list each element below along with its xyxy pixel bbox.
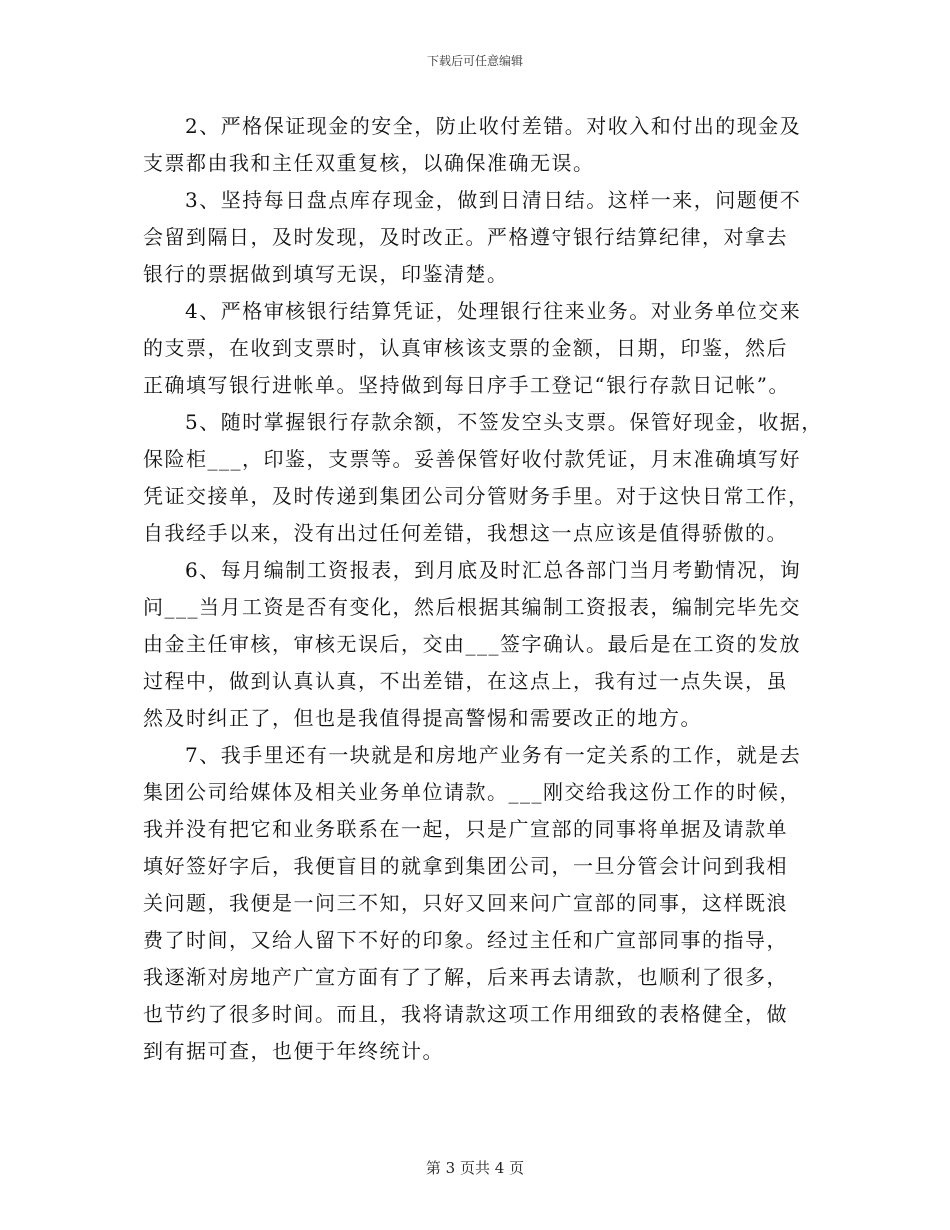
text-line: 问___当月工资是否有变化，然后根据其编制工资报表，编制完毕先交 bbox=[143, 595, 801, 619]
text-line: 关问题，我便是一问三不知，只好又回来问广宣部的同事，这样既浪 bbox=[143, 891, 788, 915]
text-line: 3、坚持每日盘点库存现金，做到日清日结。这样一来，问题便不 bbox=[185, 188, 802, 212]
text-line: 5、随时掌握银行存款余额，不签发空头支票。保管好现金，收据， bbox=[185, 410, 823, 434]
text-line: 支票都由我和主任双重复核，以确保准确无误。 bbox=[143, 151, 595, 175]
text-line: 4、严格审核银行结算凭证，处理银行往来业务。对业务单位交来 bbox=[185, 299, 802, 323]
text-line: 然及时纠正了，但也是我值得提高警惕和需要改正的地方。 bbox=[143, 706, 702, 730]
paragraph-item-3 bbox=[143, 182, 823, 293]
text-line: 2、严格保证现金的安全，防止收付差错。对收入和付出的现金及 bbox=[185, 114, 802, 138]
text-line: 由金主任审核，审核无误后，交由___签字确认。最后是在工资的发放 bbox=[143, 632, 801, 656]
text-line: 保险柜___，印鉴，支票等。妥善保管好收付款凭证，月末准确填写好 bbox=[143, 447, 801, 471]
page-header: 下载后可任意编辑 bbox=[426, 54, 523, 68]
document-body bbox=[143, 108, 823, 1070]
text-line: 6、每月编制工资报表，到月底及时汇总各部门当月考勤情况，询 bbox=[185, 558, 802, 582]
text-line: 7、我手里还有一块就是和房地产业务有一定关系的工作，就是去 bbox=[185, 743, 802, 767]
paragraph-item-7 bbox=[143, 737, 823, 1070]
text-line: 凭证交接单，及时传递到集团公司分管财务手里。对于这快日常工作， bbox=[143, 484, 810, 508]
text-line: 也节约了很多时间。而且，我将请款这项工作用细致的表格健全，做 bbox=[143, 1002, 788, 1026]
text-line: 会留到隔日，及时发现，及时改正。严格遵守银行结算纪律，对拿去 bbox=[143, 225, 788, 249]
text-line: 自我经手以来，没有出过任何差错，我想这一点应该是值得骄傲的。 bbox=[143, 521, 788, 545]
text-line: 正确填写银行进帐单。坚持做到每日序手工登记“银行存款日记帐”。 bbox=[143, 373, 790, 397]
text-line: 集团公司给媒体及相关业务单位请款。___刚交给我这份工作的时候， bbox=[143, 780, 801, 804]
paragraph-item-2 bbox=[143, 108, 823, 182]
text-line: 我逐渐对房地产广宣方面有了了解，后来再去请款，也顺利了很多， bbox=[143, 965, 788, 989]
paragraph-item-6 bbox=[143, 552, 823, 737]
paragraph-item-5 bbox=[143, 404, 823, 552]
text-line: 填好签好字后，我便盲目的就拿到集团公司，一旦分管会计问到我相 bbox=[143, 854, 788, 878]
text-line: 我并没有把它和业务联系在一起，只是广宣部的同事将单据及请款单 bbox=[143, 817, 788, 841]
text-line: 到有据可查，也便于年终统计。 bbox=[143, 1039, 444, 1063]
text-line: 过程中，做到认真认真，不出差错，在这点上，我有过一点失误，虽 bbox=[143, 669, 788, 693]
text-line: 费了时间，又给人留下不好的印象。经过主任和广宣部同事的指导， bbox=[143, 928, 788, 952]
page-number: 第 3 页共 4 页 bbox=[425, 1159, 525, 1177]
text-line: 银行的票据做到填写无误，印鉴清楚。 bbox=[143, 262, 509, 286]
paragraph-item-4 bbox=[143, 293, 823, 404]
text-line: 的支票，在收到支票时，认真审核该支票的金额，日期，印鉴，然后 bbox=[143, 336, 788, 360]
